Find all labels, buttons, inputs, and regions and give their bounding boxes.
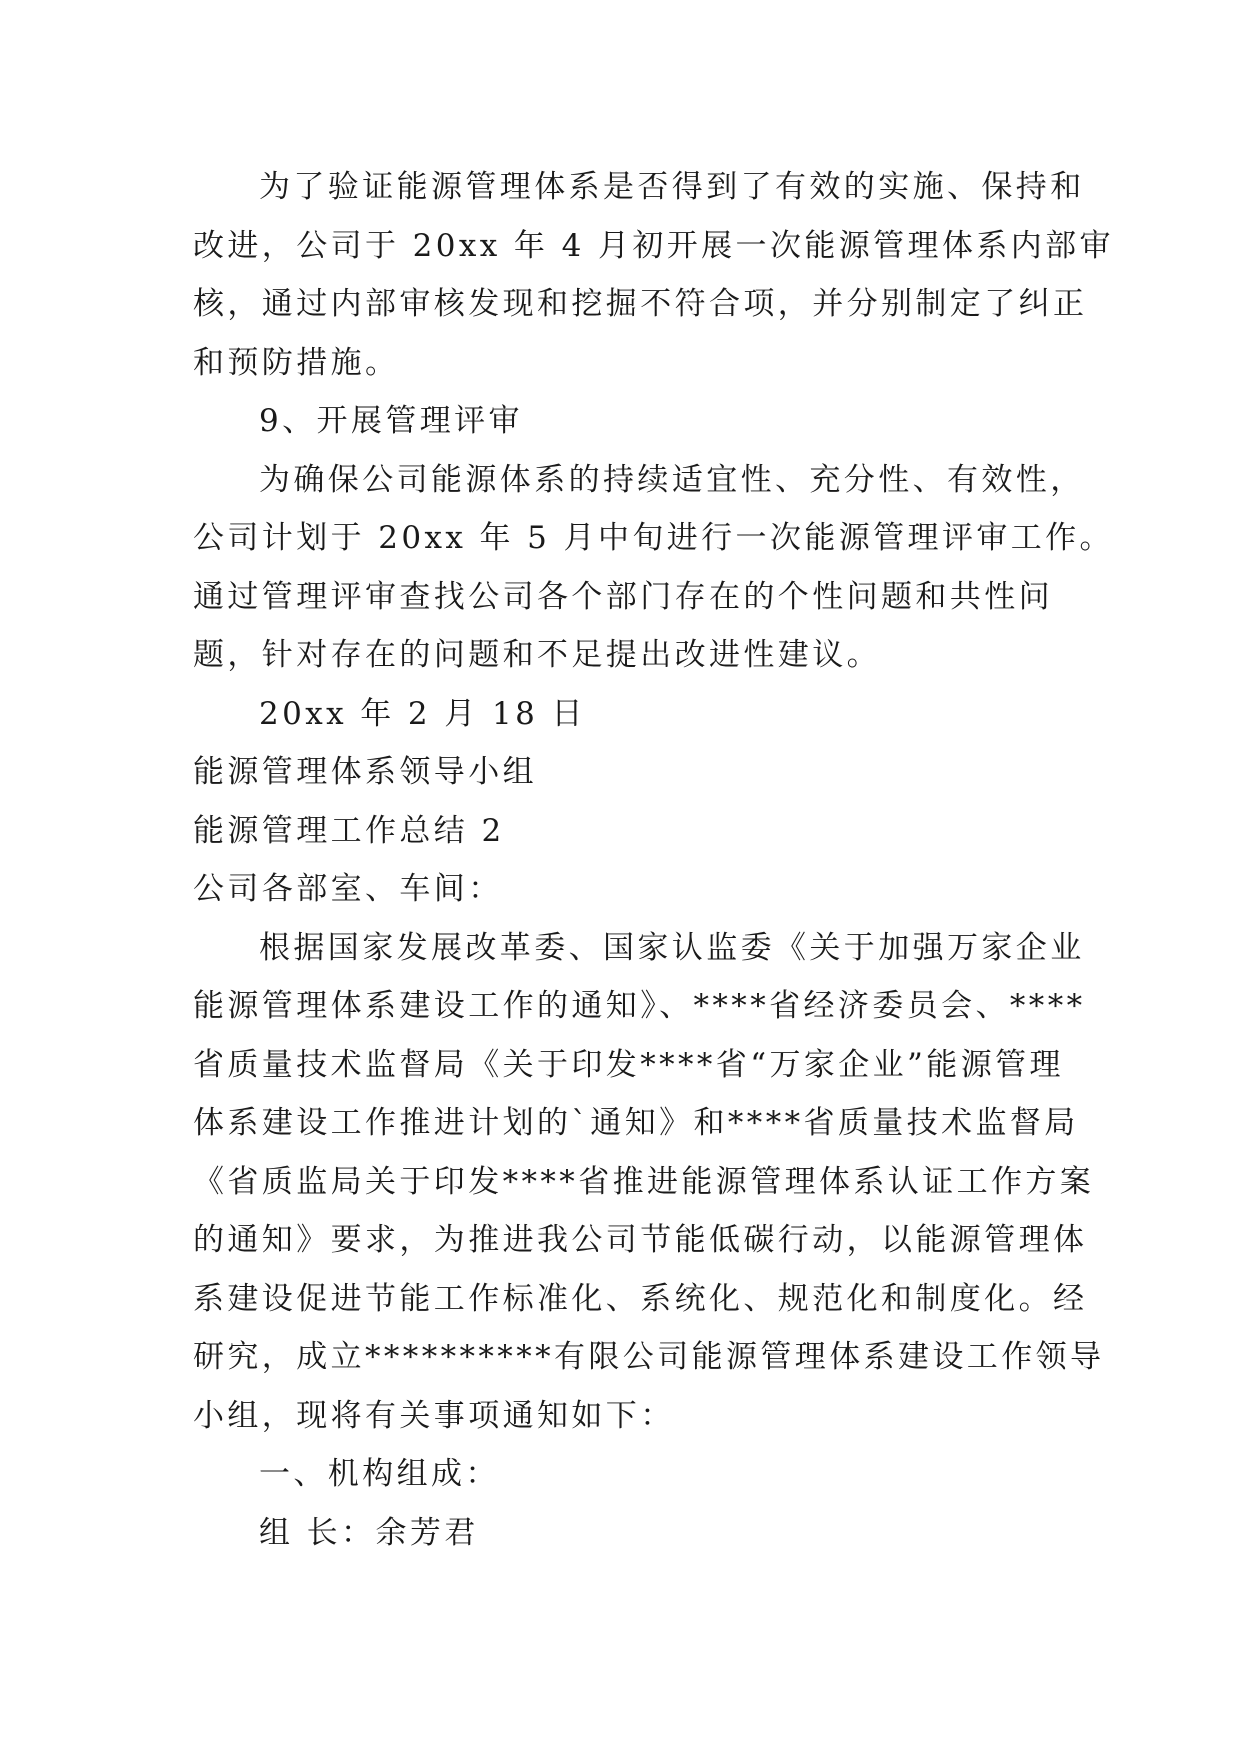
text-line: 能源管理体系领导小组 (193, 754, 537, 790)
text-line: 小组，现将有关事项通知如下： (193, 1397, 675, 1434)
text-line: 能源管理体系建设工作的通知》、****省经济委员会、**** (193, 988, 1086, 1024)
text-line: 20xx 年 2 月 18 日 (259, 695, 586, 732)
text-line: 一、机构组成： (259, 1456, 500, 1492)
text-line: 改进，公司于 20xx 年 4 月初开展一次能源管理体系内部审 (193, 227, 1114, 264)
text-line: 为确保公司能源体系的持续适宜性、充分性、有效性， (259, 461, 1085, 498)
text-line: 研究，成立**********有限公司能源管理体系建设工作领导 (193, 1339, 1105, 1375)
text-line: 《省质监局关于印发****省推进能源管理体系认证工作方案 (193, 1163, 1095, 1200)
document-body (193, 158, 1114, 1562)
text-line: 为了验证能源管理体系是否得到了有效的实施、保持和 (259, 169, 1085, 205)
text-line: 省质量技术监督局《关于印发****省“万家企业”能源管理 (193, 1046, 1064, 1083)
text-line: 题，针对存在的问题和不足提出改进性建议。 (193, 637, 881, 673)
text-line: 公司各部室、车间： (193, 871, 503, 907)
text-line: 组 长：余芳君 (259, 1514, 479, 1551)
text-line: 核，通过内部审核发现和挖掘不符合项，并分别制定了纠正 (193, 286, 1088, 322)
text-line: 体系建设工作推进计划的`通知》和****省质量技术监督局 (193, 1105, 1079, 1141)
text-line: 系建设促进节能工作标准化、系统化、规范化和制度化。经 (193, 1280, 1088, 1317)
text-line: 通过管理评审查找公司各个部门存在的个性问题和共性问 (193, 578, 1053, 615)
text-line: 9、开展管理评审 (259, 403, 523, 439)
text-line: 和预防措施。 (193, 344, 400, 381)
text-line: 的通知》要求，为推进我公司节能低碳行动，以能源管理体 (193, 1222, 1088, 1258)
text-line: 根据国家发展改革委、国家认监委《关于加强万家企业 (259, 929, 1085, 966)
text-line: 能源管理工作总结 2 (193, 812, 505, 849)
text-line: 公司计划于 20xx 年 5 月中旬进行一次能源管理评审工作。 (193, 520, 1114, 556)
